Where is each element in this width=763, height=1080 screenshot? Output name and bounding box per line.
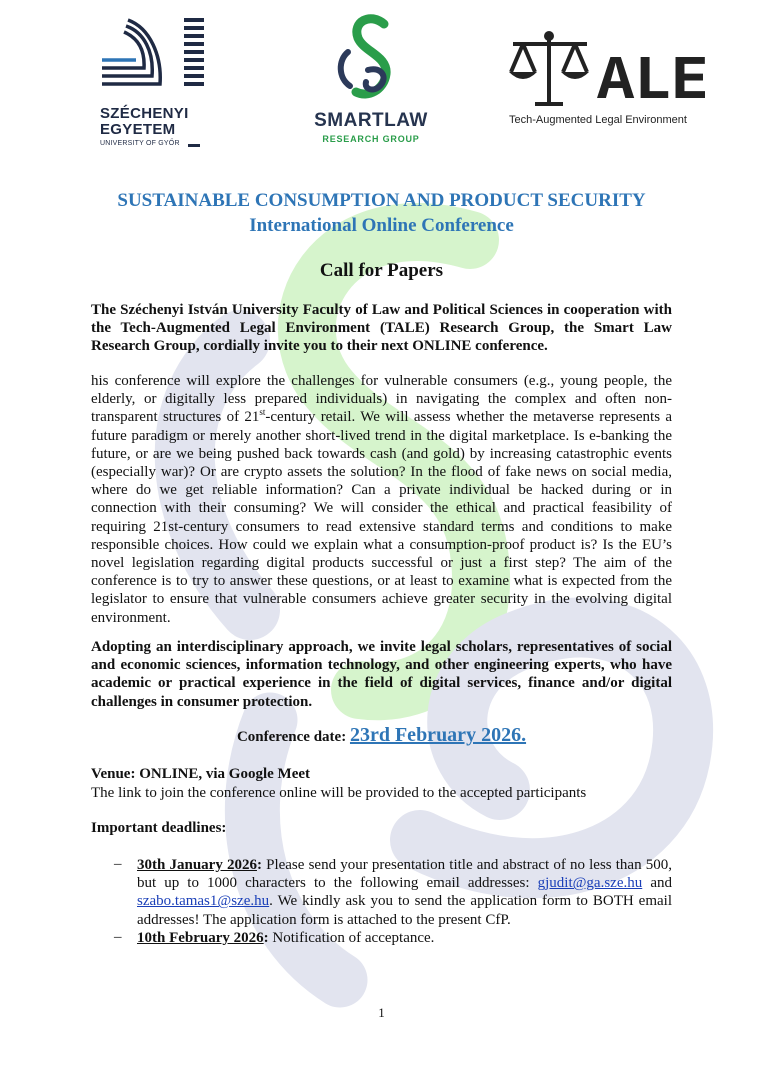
tale-logo xyxy=(505,28,705,133)
deadline-dash-1: – xyxy=(114,856,122,872)
venue-note: The link to join the conference online will be provided to the accepted participants xyxy=(91,785,587,801)
conference-title: SUSTAINABLE CONSUMPTION AND PRODUCT SECURITY xyxy=(117,190,646,211)
deadline-date-2: 10th February 2026 xyxy=(137,930,264,946)
deadline-item-1 xyxy=(137,856,672,929)
szechenyi-underline xyxy=(188,144,200,147)
intro-paragraph: The Széchenyi István University Faculty of Law and Political Sciences in cooperation with the Tech-Augmented Legal Environment (TALE) Research Group, the Smart Law Research Group, cordially invite you to their next ONLINE conference. xyxy=(91,302,672,355)
deadline-colon-1: : xyxy=(256,857,262,873)
tale-scales-icon xyxy=(505,28,705,110)
szechenyi-logo xyxy=(100,16,210,151)
email-link-szabo[interactable]: szabo.tamas1@sze.hu xyxy=(137,893,270,910)
deadline-text-1a: Please send your presentation title and abstract of no less than 500, but up to 1000 characters to the following email addresses: xyxy=(137,857,672,892)
body-superscript: st xyxy=(259,407,266,418)
tale-subtitle: Tech-Augmented Legal Environment xyxy=(509,114,687,126)
conference-date-value: 23rd February 2026. xyxy=(349,724,527,746)
conference-subtitle: International Online Conference xyxy=(249,215,514,236)
smartlaw-emblem-icon xyxy=(296,12,446,108)
call-for-papers-heading: Call for Papers xyxy=(319,260,444,281)
deadline-text-1b: . We kindly ask you to send the application form to BOTH email addresses! The application form is attached to the present CfP. xyxy=(137,893,672,928)
deadline-item-2 xyxy=(137,929,672,947)
email-link-gjudit[interactable]: gjudit@ga.sze.hu xyxy=(537,875,643,892)
smartlaw-subtitle: RESEARCH GROUP xyxy=(322,134,420,144)
tale-name: ALE xyxy=(597,46,705,110)
invite-paragraph: Adopting an interdisciplinary approach, we invite legal scholars, representatives of social and economic sciences, information technology, and other engineering experts, who have academic or practical experience in the field of digital services, finance and/or digital challenges in consumer protection. xyxy=(91,639,672,710)
venue-label: Venue: ONLINE, via Google Meet xyxy=(91,766,311,782)
smartlaw-name: SMARTLAW xyxy=(314,110,428,131)
deadline-text-2: Notification of acceptance. xyxy=(268,930,435,946)
body-text-part1: his conference will explore the challenges for vulnerable consumers (e.g., young people, the elderly, or digitally less prepared individuals) in navigating the complex and often non-transparent structures of 21 xyxy=(91,373,672,426)
deadline-colon-2: : xyxy=(263,930,269,946)
page-number: 1 xyxy=(378,1005,385,1020)
conference-date-label: Conference date: xyxy=(236,729,347,745)
szechenyi-emblem-icon xyxy=(100,16,210,91)
smartlaw-logo xyxy=(296,12,446,152)
deadlines-heading: Important deadlines: xyxy=(91,820,227,836)
body-text-part2: -century retail. We will assess whether the metaverse represents a future paradigm or merely another short-lived trend in the digital marketplace. Is e-banking the future, or are we being pushed back towards cash (and gold) by increasing catastrophic events (especially war)? Or are crypto assets the solution? In the flood of fake news on social media, where do we get reliable information? Can a private individual be hacked during or in connection with their consuming? We will consider the ethical and practical feasibility of requiring 21st-century consumers to read extensive standard terms and conditions to make responsible choices. How could we explain what a consumption-proof product is? Is the EU’s novel legislation regarding digital products successful or just a first step? The aim of the conference is to try to answer these questions, or at least to examine what is expected from the legislator to ensure that vulnerable consumers achieve greater security in the evolving digital environment. xyxy=(91,409,672,626)
szechenyi-name-line2: EGYETEM xyxy=(100,121,176,138)
conference-date-line xyxy=(0,724,763,747)
deadline-dash-2: – xyxy=(114,929,122,945)
szechenyi-name-line1: SZÉCHENYI xyxy=(100,105,189,122)
szechenyi-name-line3: UNIVERSITY OF GYŐR xyxy=(100,140,180,147)
deadline-and: and xyxy=(642,875,672,892)
body-paragraph xyxy=(91,372,672,627)
deadline-date-1: 30th January 2026 xyxy=(137,857,257,873)
